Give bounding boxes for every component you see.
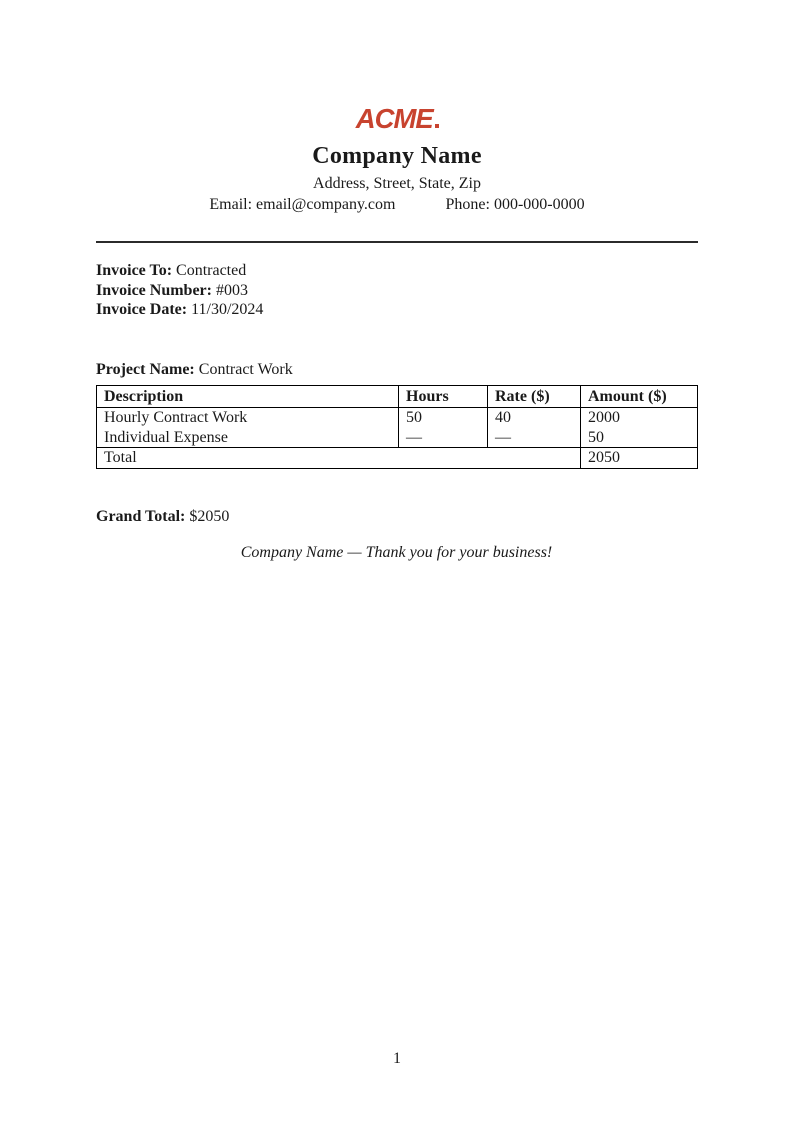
cell-hours: —: [399, 428, 488, 448]
table-row: [97, 408, 698, 428]
cell-description: Individual Expense: [97, 428, 399, 448]
grand-total-label: Grand Total:: [96, 508, 186, 525]
invoice-table: [96, 385, 698, 469]
email-value: email@company.com: [256, 196, 396, 213]
total-label-cell: Total: [97, 448, 581, 469]
header-description: Description: [97, 386, 399, 408]
acme-logo: [0, 103, 794, 134]
company-header: [0, 0, 794, 214]
grand-total-value: $2050: [189, 508, 230, 525]
cell-amount: 50: [581, 428, 698, 448]
header-rule: [96, 241, 698, 243]
invoice-date-line: [96, 300, 697, 320]
page-number: 1: [393, 1050, 401, 1067]
header-rate: Rate ($): [488, 386, 581, 408]
company-name: Company Name: [312, 143, 482, 169]
invoice-body: [96, 261, 697, 562]
footer-thanks: Company Name — Thank you for your business!: [240, 543, 553, 561]
invoice-info-block: [96, 261, 697, 320]
invoice-number-label: Invoice Number:: [96, 281, 212, 299]
logo-registered-dot: [435, 124, 439, 128]
project-name-label: Project Name:: [96, 360, 195, 378]
invoice-date-value: 11/30/2024: [191, 301, 264, 318]
phone-value: 000-000-0000: [493, 196, 585, 213]
table-row: [97, 428, 698, 448]
header-amount: Amount ($): [581, 386, 698, 408]
invoice-date-label: Invoice Date:: [96, 301, 188, 318]
project-name-line: [96, 360, 697, 380]
invoice-to-label: Invoice To:: [96, 262, 173, 279]
invoice-number-line: [96, 281, 697, 301]
company-address: Address, Street, State, Zip: [313, 175, 481, 192]
invoice-number-value: #003: [215, 281, 248, 299]
project-name-value: Contract Work: [198, 360, 293, 378]
contact-line: [0, 195, 794, 214]
cell-amount: 2000: [581, 408, 698, 428]
table-total-row: [97, 448, 698, 469]
grand-total-line: [96, 507, 697, 527]
table-header-row: [97, 386, 698, 408]
email-label: Email:: [209, 196, 253, 213]
phone-label: Phone:: [445, 196, 490, 213]
cell-rate: 40: [488, 408, 581, 428]
invoice-to-value: Contracted: [176, 262, 247, 279]
cell-rate: —: [488, 428, 581, 448]
cell-description: Hourly Contract Work: [97, 408, 399, 428]
total-amount-cell: 2050: [581, 448, 698, 469]
header-hours: Hours: [399, 386, 488, 408]
cell-hours: 50: [399, 408, 488, 428]
invoice-to-line: [96, 261, 697, 281]
acme-logo-text: ACME: [355, 103, 433, 134]
